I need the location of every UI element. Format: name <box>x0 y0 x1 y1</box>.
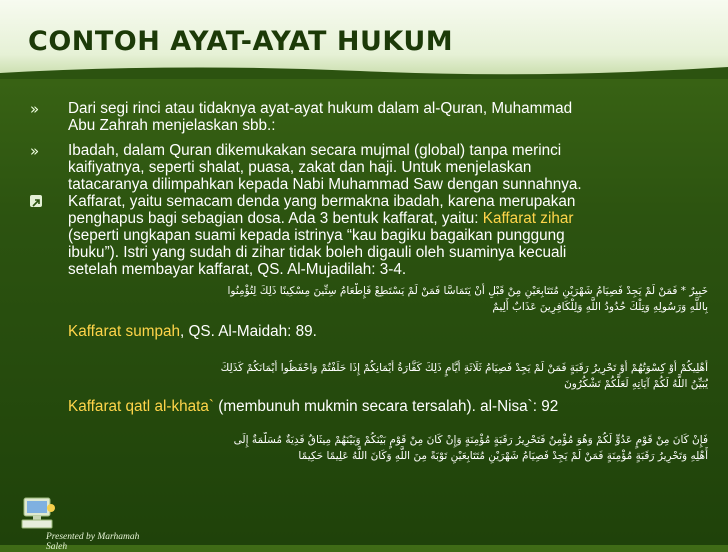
arabic-verse-3 <box>28 432 708 464</box>
bullet-text-1 <box>68 100 708 134</box>
ref-text: (membunuh mukmin secara tersalah). al-Nisa`: 92 <box>213 398 559 415</box>
bullet-marker: » <box>30 142 40 160</box>
bullet-line: tatacaranya dilimpahkan kepada Nabi Muhammad Saw dengan sunnahnya. <box>68 176 582 193</box>
bullet-line: kaifiyatnya, seperti shalat, puasa, zakat dan haji. Untuk menjelaskan <box>68 159 532 176</box>
kaffarat-sumpah-highlight: Kaffarat sumpah <box>68 323 180 340</box>
bullet-line <box>68 210 708 227</box>
arabic-line: بِاللَّهِ وَرَسُولِهِ وَتِلْكَ حُدُودُ اللَّهِ وَلِلْكَافِرِينَ عَذَابٌ أَلِيمٌ <box>492 301 708 313</box>
footer-credit: Presented by Marhamah Saleh <box>46 532 140 552</box>
ref-text: , QS. Al-Maidah: 89. <box>179 323 317 340</box>
bullet-text-3 <box>68 193 708 278</box>
arabic-line: فَإِنْ كَانَ مِنْ قَوْمٍ عَدُوٍّ لَكُمْ وَهُوَ مُؤْمِنٌ فَتَحْرِيرُ رَقَبَةٍ مُؤْمِنَةٍ وَإِنْ كَانَ مِنْ قَوْمٍ بَيْنَكُمْ وَبَيْنَهُمْ مِيثَاقٌ فَدِيَةٌ مُسَلَّمَةٌ إِلَى <box>233 434 708 446</box>
arabic-verse-1 <box>28 283 708 315</box>
bullet-line: ibuku”). Istri yang sudah di zihar tidak boleh digauli oleh suaminya kecuali <box>68 244 567 261</box>
kaffarat-qatl-highlight: Kaffarat qatl al-khata` <box>68 398 214 415</box>
title-wave-decoration <box>0 61 728 79</box>
arabic-line: يُبَيِّنُ اللَّهُ لَكُمْ آيَاتِهِ لَعَلَّكُمْ تَشْكُرُونَ <box>564 378 708 390</box>
slide-title: CONTOH AYAT-AYAT HUKUM <box>28 26 454 57</box>
arrow-icon <box>30 195 42 213</box>
kaffarat-qatl-ref <box>68 398 558 416</box>
bullet-marker: » <box>30 100 40 118</box>
bullet-line: Abu Zahrah menjelaskan sbb.: <box>68 117 276 134</box>
bullet-text-2 <box>68 142 708 193</box>
bullet-line: Kaffarat, yaitu semacam denda yang bermakna ibadah, karena merupakan <box>68 193 576 210</box>
bullet-line-text: penghapus bagi sebagian dosa. Ada 3 bentuk kaffarat, yaitu: <box>68 210 483 227</box>
bullet-line: (seperti ungkapan suami kepada istrinya “kau bagiku bagaikan punggung <box>68 227 565 244</box>
arabic-line: خَبِيرٌ * فَمَنْ لَمْ يَجِدْ فَصِيَامُ شَهْرَيْنِ مُتَتَابِعَيْنِ مِنْ قَبْلِ أَنْ يَتَمَاسَّا فَمَنْ لَمْ يَسْتَطِعْ فَإِطْعَامُ سِتِّينَ مِسْكِينًا ذَلِكَ لِتُؤْمِنُوا <box>227 285 708 297</box>
kaffarat-zihar-highlight: Kaffarat zihar <box>482 210 574 227</box>
kaffarat-sumpah-ref <box>68 323 317 341</box>
bullet-line: setelah membayar kaffarat, QS. Al-Mujadilah: 3-4. <box>68 261 407 278</box>
bullet-line: Dari segi rinci atau tidaknya ayat-ayat hukum dalam al-Quran, Muhammad <box>68 100 573 117</box>
arabic-verse-2 <box>28 360 708 392</box>
footer <box>18 496 158 552</box>
title-bar <box>0 0 728 78</box>
bullet-line: Ibadah, dalam Quran dikemukakan secara mujmal (global) tanpa merinci <box>68 142 562 159</box>
arabic-line: أَهْلِيكُمْ أَوْ كِسْوَتُهُمْ أَوْ تَحْرِيرُ رَقَبَةٍ فَمَنْ لَمْ يَجِدْ فَصِيَامُ ثَلَاثَةِ أَيَّامٍ ذَلِكَ كَفَّارَةُ أَيْمَانِكُمْ إِذَا حَلَفْتُمْ وَاحْفَظُوا أَيْمَانَكُمْ كَذَلِكَ <box>220 362 708 374</box>
arabic-line: أَهْلِهِ وَتَحْرِيرُ رَقَبَةٍ مُؤْمِنَةٍ فَمَنْ لَمْ يَجِدْ فَصِيَامُ شَهْرَيْنِ مُتَتَابِعَيْنِ تَوْبَةً مِنَ اللَّهِ وَكَانَ اللَّهُ عَلِيمًا حَكِيمًا <box>298 450 708 462</box>
computer-icon <box>18 496 58 532</box>
